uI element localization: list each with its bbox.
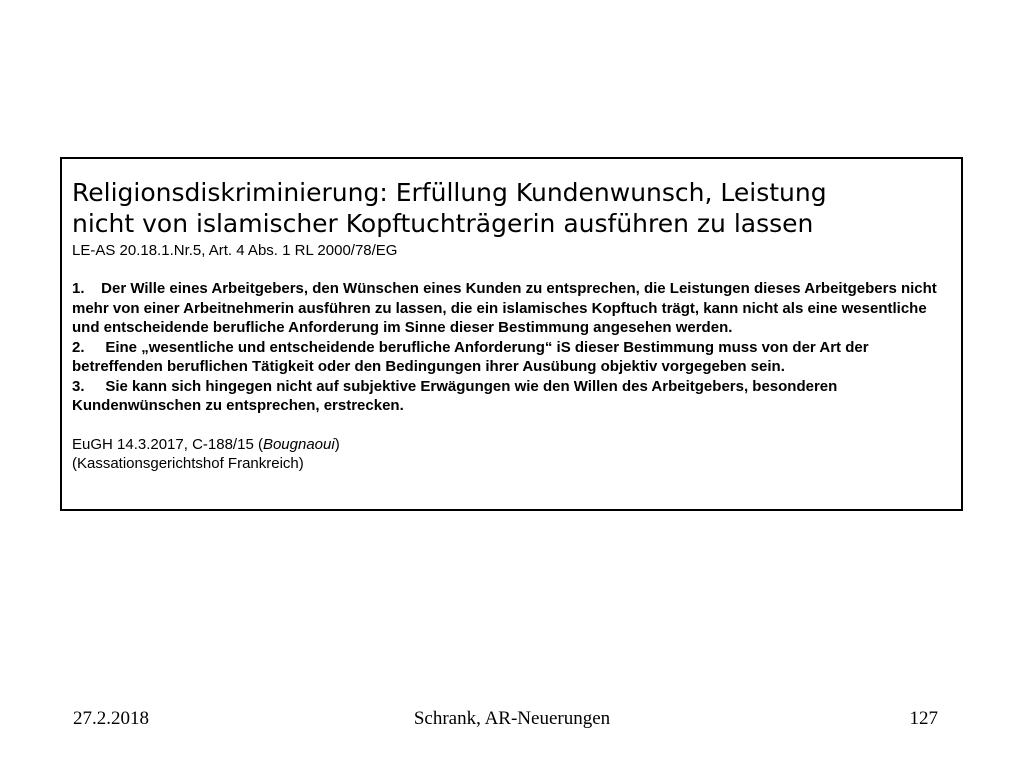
point-1: 1. Der Wille eines Arbeitgebers, den Wünschen eines Kunden zu entsprechen, die Leistungen dieses Arbeitgebers nicht mehr von einer Arbeitnehmerin ausführen zu lassen, die ein islamisches Kopftuch trägt, kann nicht als eine wesentliche und entscheidende berufliche Anforderung im Sinne dieser Bestimmung angesehen werden. xyxy=(72,280,941,336)
point-3: 3. Sie kann sich hingegen nicht auf subjektive Erwägungen wie den Willen des Arbeitgebers, besonderen Kundenwünschen zu entsprechen, erstrecken. xyxy=(72,377,842,414)
slide-title xyxy=(72,177,951,239)
citation-line-1 xyxy=(72,435,951,454)
judgment-points xyxy=(72,279,951,416)
case-citation xyxy=(72,435,951,473)
citation-court: (Kassationsgerichtshof Frankreich) xyxy=(72,454,304,472)
content-box xyxy=(60,157,963,511)
citation-prefix: EuGH 14.3.2017, C-188/15 ( xyxy=(72,435,263,453)
case-name: Bougnaoui xyxy=(262,435,335,453)
title-line-2: nicht von islamischer Kopftuchträgerin ausführen zu lassen xyxy=(72,209,814,238)
title-line-1: Religionsdiskriminierung: Erfüllung Kundenwunsch, Leistung xyxy=(72,178,827,207)
footer-title: Schrank, AR-Neuerungen xyxy=(413,708,611,729)
footer-date: 27.2.2018 xyxy=(73,708,149,729)
citation-suffix: ) xyxy=(334,435,340,453)
page-number: 127 xyxy=(909,708,938,729)
legal-reference: LE-AS 20.18.1.Nr.5, Art. 4 Abs. 1 RL 2000/78/EG xyxy=(72,242,398,259)
point-2: 2. Eine „wesentliche und entscheidende berufliche Anforderung“ iS dieser Bestimmung muss von der Art der betreffenden beruflichen Tätigkeit oder den Bedingungen ihrer Ausübung objektiv vorgegeben sein. xyxy=(72,338,873,375)
